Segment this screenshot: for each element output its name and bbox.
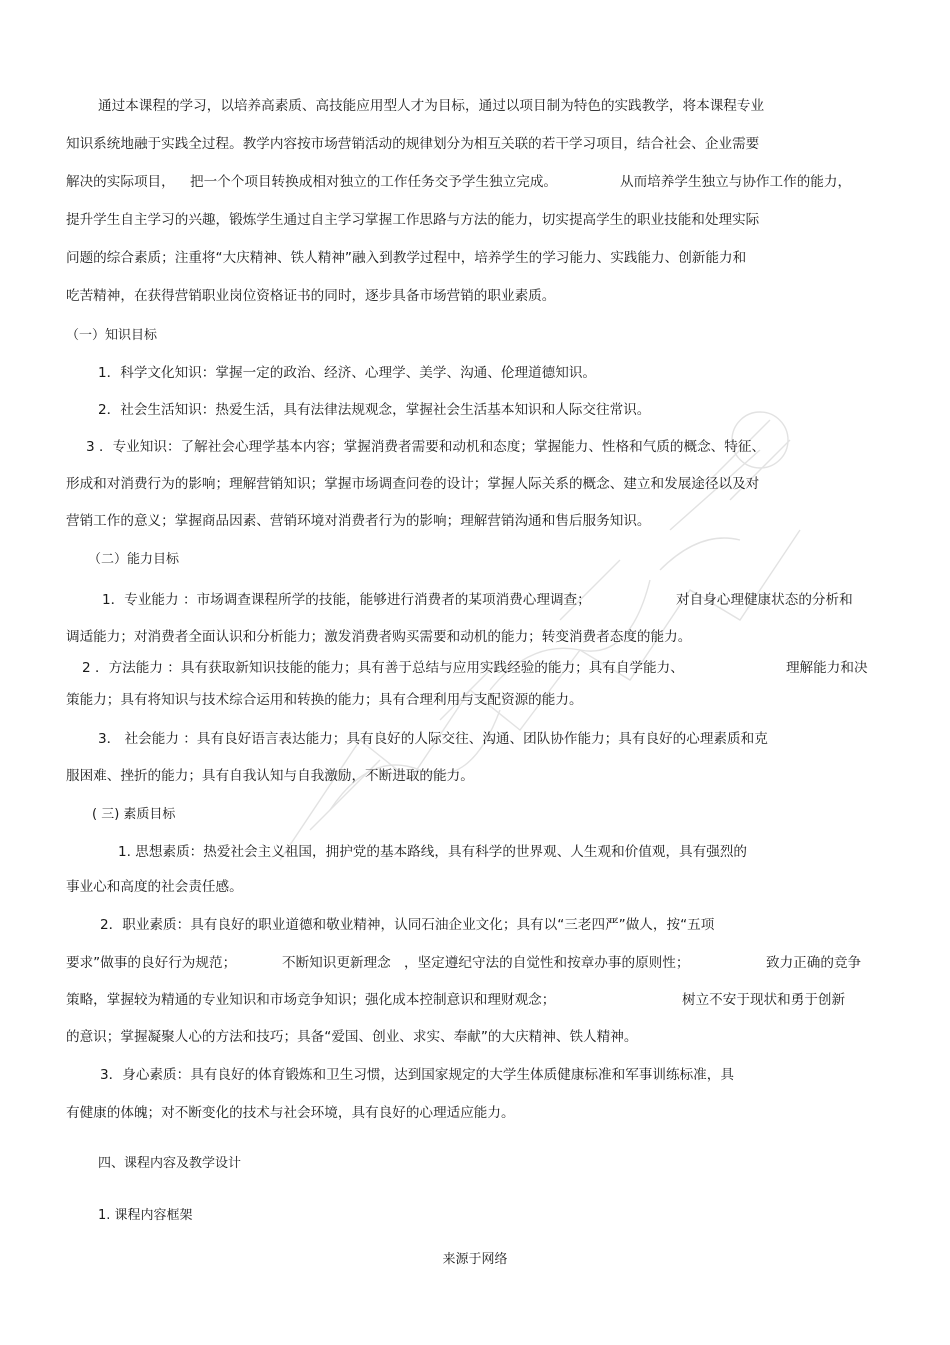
- quality-item-2-cont2b: 树立不安于现状和勇于创新: [682, 992, 846, 1008]
- knowledge-item-1: 1．科学文化知识：掌握一定的政治、经济、心理学、美学、沟通、伦理道德知识。: [98, 365, 597, 381]
- intro-line-3c: 从而培养学生独立与协作工作的能力，: [620, 174, 852, 190]
- ability-item-1a: 1．专业能力 ：市场调查课程所学的技能，能够进行消费者的某项消费心理调查；: [102, 592, 591, 608]
- section4-subheading: 1. 课程内容框架: [98, 1208, 193, 1223]
- intro-line-2: 知识系统地融于实践全过程。教学内容按市场营销活动的规律划分为相互关联的若干学习项目，结合社会、企业需要: [66, 136, 760, 152]
- quality-item-1-cont: 事业心和高度的社会责任感。: [66, 879, 243, 895]
- quality-item-1: 1. 思想素质：热爱社会主义祖国，拥护党的基本路线，具有科学的世界观、人生观和价值观，具有强烈的: [118, 844, 748, 860]
- quality-heading: ( 三) 素质目标: [92, 807, 176, 822]
- page-footer: 来源于网络: [442, 1252, 508, 1267]
- ability-item-3: 3． 社会能力 ：具有良好语言表达能力；具有良好的人际交往、沟通、团队协作能力；具有良好的心理素质和克: [98, 731, 768, 747]
- intro-line-1: 通过本课程的学习，以培养高素质、高技能应用型人才为目标，通过以项目制为特色的实践教学，将本课程专业: [98, 98, 765, 114]
- section4-heading: 四、课程内容及教学设计: [98, 1156, 242, 1171]
- intro-line-3b: 把一个个项目转换成相对独立的工作任务交予学生独立完成。: [190, 174, 558, 190]
- knowledge-item-3-cont1: 形成和对消费行为的影响；理解营销知识；掌握市场调查问卷的设计；掌握人际关系的概念、建立和发展途径以及对: [66, 476, 760, 492]
- quality-item-2-cont2a: 策略，掌握较为精通的专业知识和市场竞争知识；强化成本控制意识和理财观念；: [66, 992, 556, 1008]
- ability-item-1-cont: 调适能力；对消费者全面认识和分析能力；激发消费者购买需要和动机的能力；转变消费者态度的能力。: [66, 629, 692, 645]
- ability-item-2a: 2 ．方法能力 ：具有获取新知识技能的能力；具有善于总结与应用实践经验的能力；具有自学能力、: [82, 660, 684, 676]
- quality-item-3: 3．身心素质：具有良好的体育锻炼和卫生习惯，达到国家规定的大学生体质健康标准和军事训练标准，具: [100, 1067, 734, 1083]
- ability-item-2b: 理解能力和决: [786, 660, 868, 676]
- knowledge-item-3-cont2: 营销工作的意义；掌握商品因素、营销环境对消费者行为的影响；理解营销沟通和售后服务知识。: [66, 513, 651, 529]
- intro-line-4: 提升学生自主学习的兴趣，锻炼学生通过自主学习掌握工作思路与方法的能力，切实提高学生的职业技能和处理实际: [66, 212, 760, 228]
- ability-item-2-cont: 策能力；具有将知识与技术综合运用和转换的能力；具有合理利用与支配资源的能力。: [66, 692, 583, 708]
- intro-line-5: 问题的综合素质；注重将“大庆精神、铁人精神”融入到教学过程中，培养学生的学习能力、实践能力、创新能力和: [66, 250, 747, 266]
- quality-item-3-cont: 有健康的体魄；对不断变化的技术与社会环境，具有良好的心理适应能力。: [66, 1105, 515, 1121]
- ability-item-3-cont: 服困难、挫折的能力；具有自我认知与自我激励，不断进取的能力。: [66, 768, 474, 784]
- quality-item-2-cont1c: ，坚定遵纪守法的自觉性和按章办事的原则性；: [404, 955, 690, 971]
- knowledge-item-2: 2．社会生活知识：热爱生活，具有法律法规观念，掌握社会生活基本知识和人际交往常识。: [98, 402, 651, 418]
- quality-item-2-cont3: 的意识；掌握凝聚人心的方法和技巧；具备“爱国、创业、求实、奉献”的大庆精神、铁人精神。: [66, 1029, 638, 1045]
- quality-item-2-cont1b: 不断知识更新理念: [282, 955, 391, 971]
- intro-line-3a: 解决的实际项目，: [66, 174, 175, 190]
- quality-item-2-cont1a: 要求”做事的良好行为规范；: [66, 955, 237, 971]
- knowledge-heading: （一）知识目标: [66, 328, 158, 343]
- intro-line-6: 吃苦精神，在获得营销职业岗位资格证书的同时，逐步具备市场营销的职业素质。: [66, 288, 556, 304]
- knowledge-item-3: 3 ．专业知识：了解社会心理学基本内容；掌握消费者需要和动机和态度；掌握能力、性格和气质的概念、特征、: [86, 439, 766, 455]
- quality-item-2: 2．职业素质：具有良好的职业道德和敬业精神，认同石油企业文化；具有以“三老四严”做人，按“五项: [100, 917, 715, 933]
- ability-heading: （二）能力目标: [88, 552, 180, 567]
- quality-item-2-cont1d: 致力正确的竞争: [766, 955, 862, 971]
- ability-item-1b: 对自身心理健康状态的分析和: [676, 592, 853, 608]
